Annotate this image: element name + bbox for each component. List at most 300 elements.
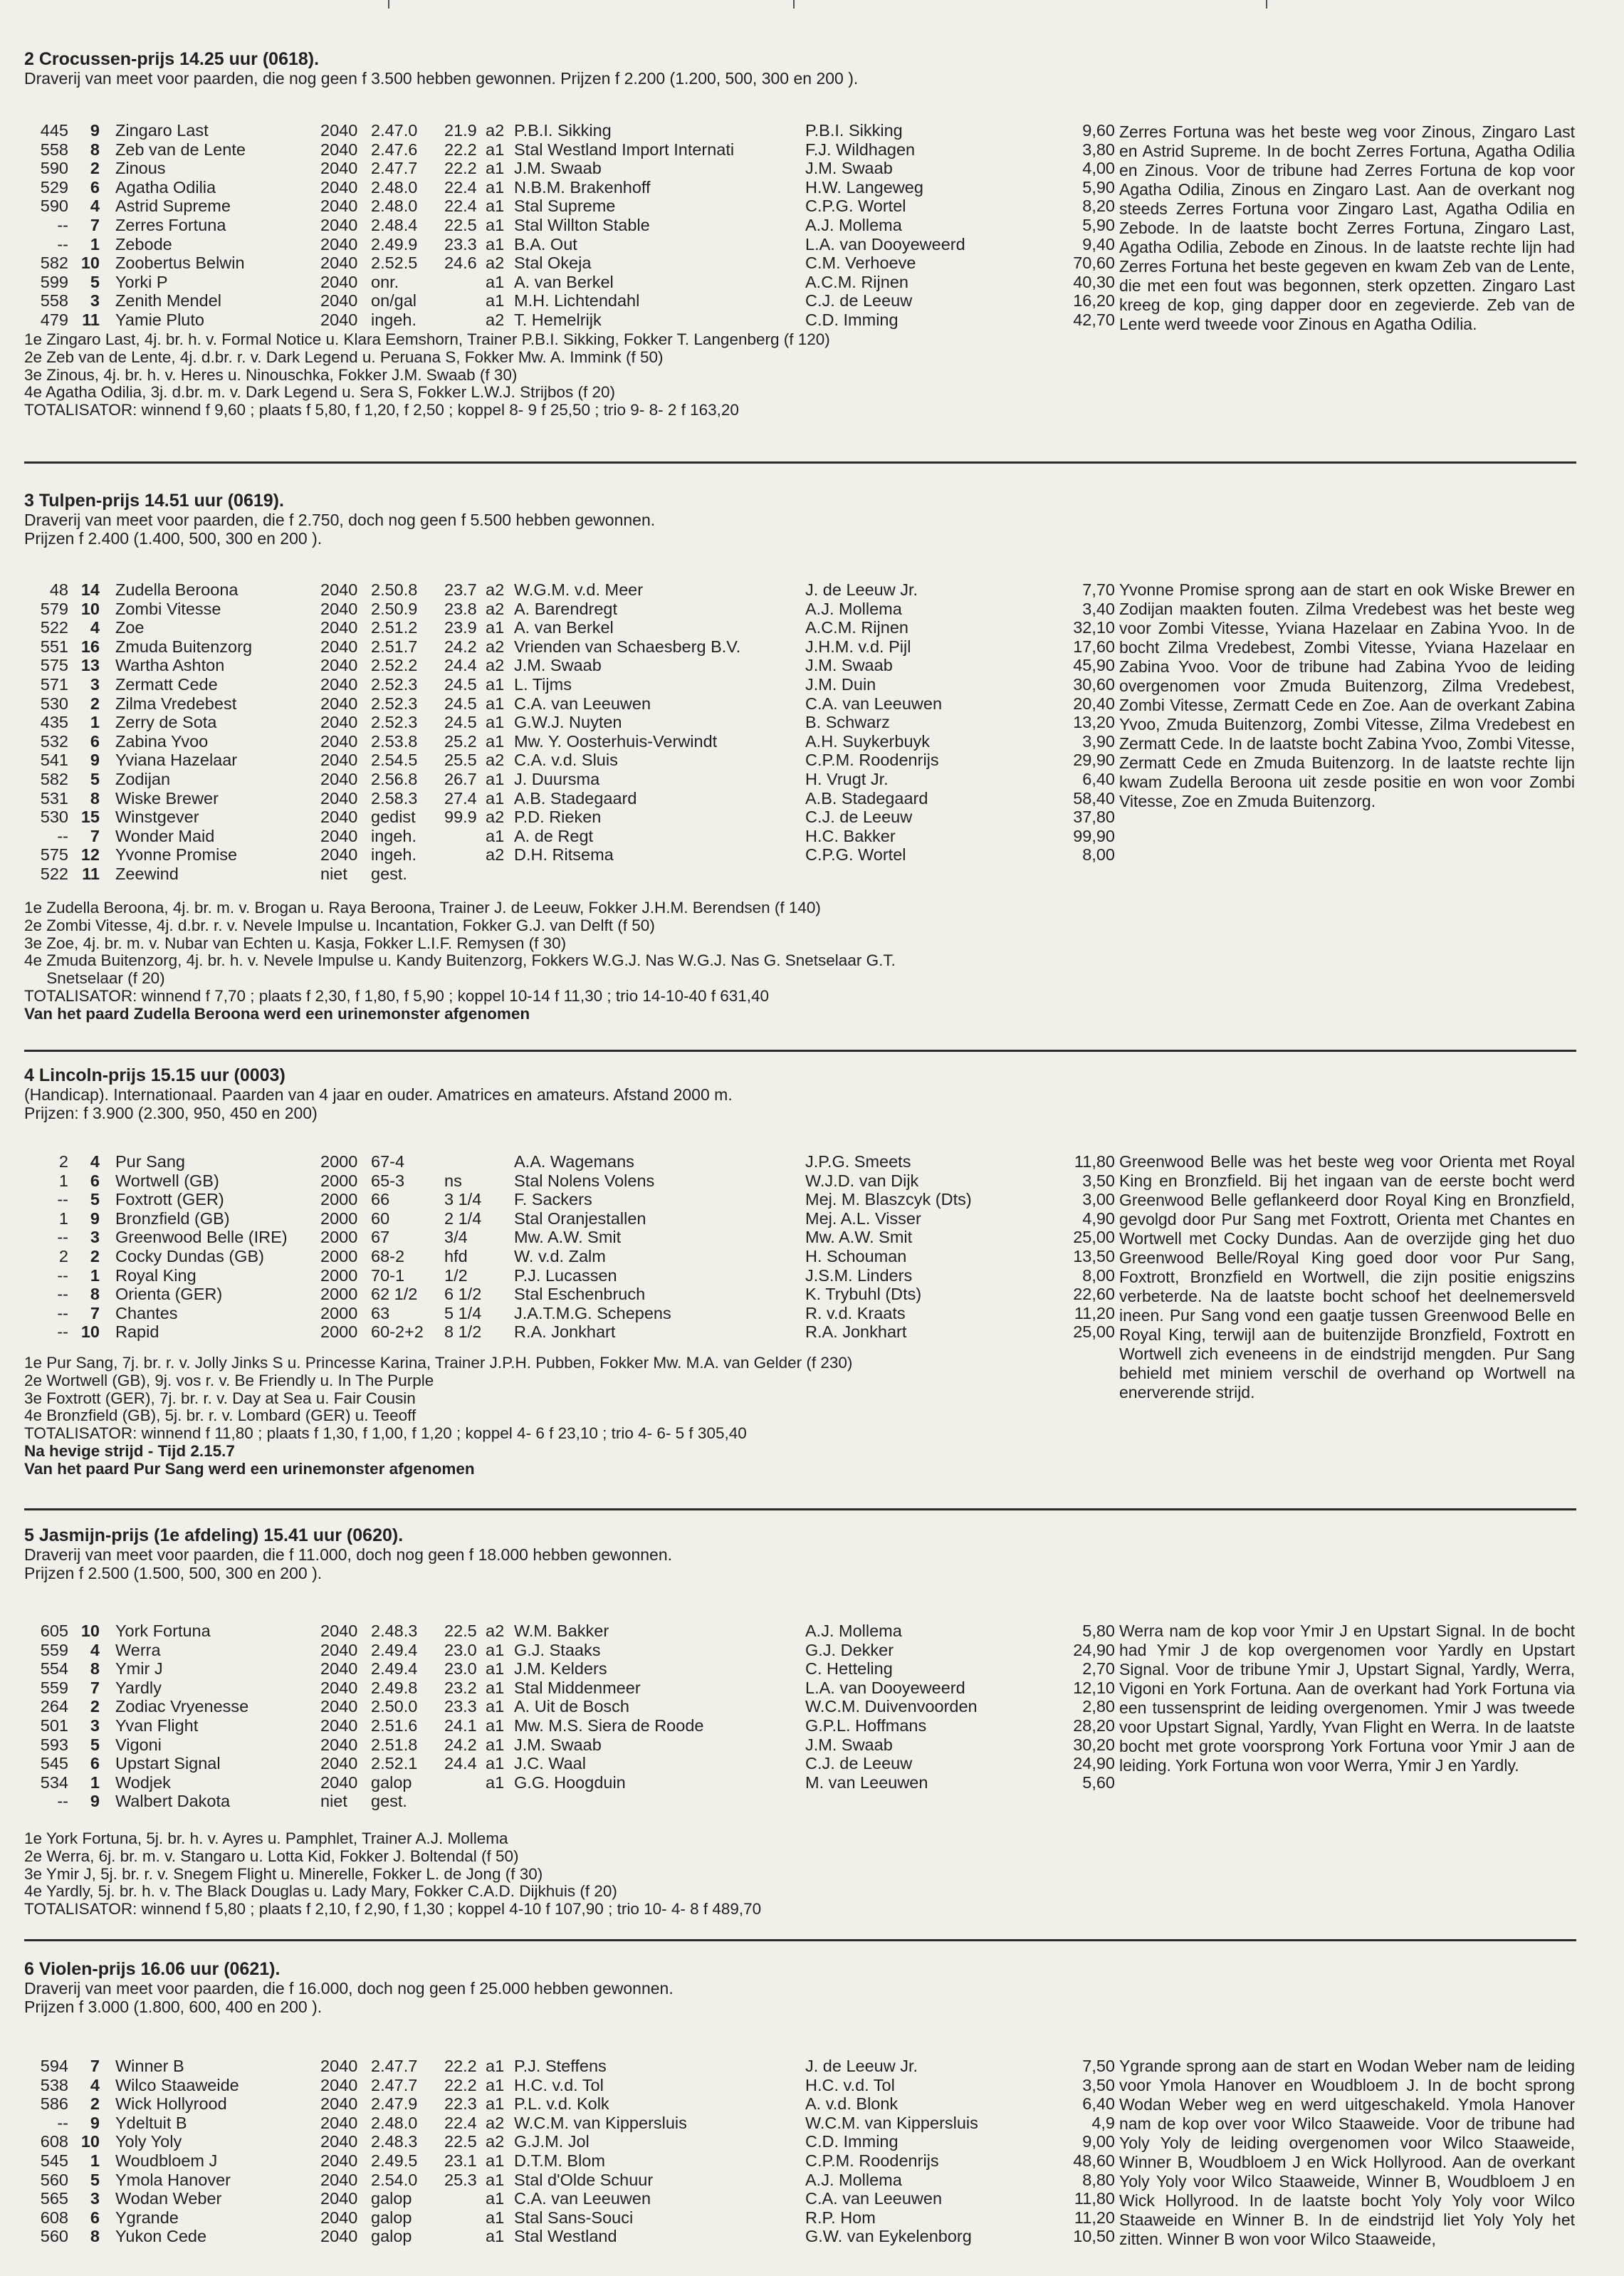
start-number: 15 [80, 808, 100, 827]
distance: 2040 [320, 637, 358, 656]
driver: H.C. Bakker [805, 826, 896, 845]
time: galop [371, 2189, 412, 2208]
horse-name: Winner B [115, 2057, 184, 2075]
horse-name: Ymir J [115, 1659, 163, 1679]
class: a1 [486, 2227, 505, 2246]
start-number: 7 [90, 1303, 100, 1322]
owner: Stal Nolens Volens [514, 1171, 655, 1190]
driver: C.P.M. Roodenrijs [805, 2151, 939, 2170]
previous-race-number: 608 [40, 2132, 68, 2151]
placing-line: Snetselaar (f 20) [24, 969, 165, 988]
time: 2.50.8 [371, 580, 418, 599]
kilometre-time: 21.9 [444, 121, 477, 140]
odds: 7,70 [1082, 580, 1115, 599]
driver: W.C.M. van Kippersluis [805, 2113, 978, 2132]
distance: 2040 [320, 656, 358, 675]
start-number: 6 [90, 1171, 100, 1190]
race-section [24, 1065, 1576, 1478]
previous-race-number: 575 [40, 845, 68, 865]
driver: Mw. A.W. Smit [805, 1228, 913, 1247]
time: 2.52.3 [371, 694, 418, 713]
owner: D.T.M. Blom [514, 2151, 605, 2170]
race-title: 5 Jasmijn-prijs (1e afdeling) 15.41 uur (0620). [24, 1525, 404, 1545]
race-section [24, 491, 1576, 1023]
owner: A. de Regt [514, 826, 594, 845]
distance: 2040 [320, 2075, 358, 2094]
horse-name: York Fortuna [115, 1622, 211, 1640]
kilometre-time: 24.1 [444, 1716, 477, 1735]
owner: L. Tijms [514, 674, 572, 694]
class: a1 [486, 2151, 505, 2170]
previous-race-number: 531 [40, 788, 68, 808]
distance: 2000 [320, 1285, 358, 1304]
time: 2.47.7 [371, 2057, 418, 2075]
odds: 4,90 [1082, 1209, 1115, 1228]
time: 2.50.0 [371, 1697, 418, 1716]
class: a1 [486, 769, 505, 788]
distance: 2040 [320, 2132, 358, 2151]
horse-name: Orienta (GER) [115, 1285, 223, 1304]
time: 2.49.4 [371, 1640, 418, 1659]
driver: C.D. Imming [805, 2132, 899, 2151]
time: ingeh. [371, 826, 417, 845]
class: a1 [486, 2208, 505, 2227]
horse-name: Foxtrott (GER) [115, 1190, 224, 1209]
odds: 25,00 [1073, 1228, 1115, 1247]
driver: C.A. van Leeuwen [805, 694, 943, 713]
odds: 5,90 [1082, 215, 1115, 234]
time: 2.52.3 [371, 674, 418, 694]
horse-name: Wodjek [115, 1773, 171, 1792]
horse-name: Zodiac Vryenesse [115, 1697, 249, 1716]
class: a1 [486, 731, 505, 751]
previous-race-number: 579 [40, 599, 68, 618]
time: 2.47.9 [371, 2094, 418, 2114]
start-number: 10 [80, 2132, 100, 2151]
start-number: 10 [80, 599, 100, 618]
time: 2.52.1 [371, 1754, 418, 1773]
driver: G.W. van Eykelenborg [805, 2227, 972, 2246]
previous-race-number: 599 [40, 272, 68, 291]
odds: 11,80 [1074, 2189, 1115, 2208]
previous-race-number: 522 [40, 864, 68, 883]
owner: Mw. Y. Oosterhuis-Verwindt [514, 731, 718, 751]
distance: 2040 [320, 2151, 358, 2170]
odds: 13,50 [1073, 1246, 1115, 1265]
previous-race-number: 605 [40, 1622, 68, 1640]
start-number: 1 [90, 234, 100, 254]
horse-name: Yukon Cede [115, 2227, 207, 2246]
kilometre-time: 3 1/4 [444, 1190, 482, 1209]
start-number: 8 [90, 1285, 100, 1304]
odds: 5,80 [1082, 1622, 1115, 1640]
driver: G.J. Dekker [805, 1640, 894, 1659]
class: a1 [486, 2057, 505, 2075]
start-number: 9 [90, 1209, 100, 1228]
odds: 24,90 [1073, 1754, 1115, 1773]
class: a1 [486, 2170, 505, 2189]
race-title: 3 Tulpen-prijs 14.51 uur (0619). [24, 491, 284, 511]
horse-name: Wortwell (GB) [115, 1171, 219, 1190]
time: 60-2+2 [371, 1322, 424, 1342]
placing-line: 3e Zinous, 4j. br. h. v. Heres u. Ninouschka, Fokker J.M. Swaab (f 30) [24, 365, 518, 384]
race-conditions: Prijzen: f 3.900 (2.300, 950, 450 en 200) [24, 1104, 318, 1122]
time: 2.48.3 [371, 2132, 418, 2151]
horse-name: Zmuda Buitenzorg [115, 637, 253, 656]
kilometre-time: 25.2 [444, 731, 477, 751]
driver: L.A. van Dooyeweerd [805, 234, 965, 254]
distance: 2000 [320, 1303, 358, 1322]
owner: G.W.J. Nuyten [514, 713, 622, 732]
time: 2.58.3 [371, 788, 418, 808]
distance: 2040 [320, 580, 358, 599]
driver: C.M. Verhoeve [805, 254, 916, 273]
race-section [24, 1959, 1576, 2248]
distance: 2000 [320, 1209, 358, 1228]
driver: H. Schouman [805, 1246, 907, 1265]
start-number: 10 [80, 254, 100, 273]
time: ingeh. [371, 310, 417, 329]
odds: 7,50 [1082, 2057, 1115, 2075]
driver: C. Hetteling [805, 1659, 893, 1679]
class: a1 [486, 140, 505, 159]
class: a1 [486, 197, 505, 216]
owner: G.G. Hoogduin [514, 1773, 626, 1792]
race-title: 2 Crocussen-prijs 14.25 uur (0618). [24, 49, 320, 69]
totalisator-payout: TOTALISATOR: winnend f 5,80 ; plaats f 2,10, f 2,90, f 1,30 ; koppel 4-10 f 107,90 ; trio 10- 4- 8 f 489,70 [24, 1900, 762, 1919]
horse-name: Zilma Vredebest [115, 694, 237, 713]
horse-name: Zerres Fortuna [115, 215, 226, 234]
kilometre-time: 22.4 [444, 197, 477, 216]
driver: J. de Leeuw Jr. [805, 2057, 918, 2075]
placing-line: 2e Wortwell (GB), 9j. vos r. v. Be Friendly u. In The Purple [24, 1371, 434, 1389]
owner: P.B.I. Sikking [514, 121, 612, 140]
class: a1 [486, 2075, 505, 2094]
distance: 2000 [320, 1322, 358, 1342]
owner: D.H. Ritsema [514, 845, 614, 865]
start-number: 1 [90, 2151, 100, 2170]
start-number: 16 [80, 637, 100, 656]
kilometre-time: 22.5 [444, 2132, 477, 2151]
kilometre-time: 6 1/2 [444, 1285, 482, 1304]
horse-name: Wodan Weber [115, 2189, 222, 2208]
time: gest. [371, 864, 407, 883]
class: a1 [486, 1640, 505, 1659]
table-row [24, 865, 1576, 884]
driver: R.P. Hom [805, 2208, 876, 2227]
distance: 2040 [320, 618, 358, 637]
time: 2.54.5 [371, 751, 418, 770]
horse-name: Zenith Mendel [115, 291, 221, 310]
odds: 10,50 [1073, 2227, 1115, 2246]
distance: 2040 [320, 310, 358, 329]
start-number: 9 [90, 751, 100, 770]
distance: 2040 [320, 713, 358, 732]
horse-name: Zingaro Last [115, 121, 209, 140]
race-title: 6 Violen-prijs 16.06 uur (0621). [24, 1959, 281, 1979]
placing-line: 1e Zudella Beroona, 4j. br. m. v. Brogan u. Raya Beroona, Trainer J. de Leeuw, Fokker J.H.M. Berendsen (f 140) [24, 899, 821, 917]
race-commentary: Greenwood Belle was het beste weg voor Orienta met Royal King en Bronzfield. Bij het ingaan van de eerste bocht werd Greenwood Belle geflankeerd door Royal King en Bronzfield, gevolgd door Pur Sang met Foxtrott, Orienta met Chantes en Wortwell met Cocky Dundas. Aan de overzijde ging het duo Greenwood Belle/Royal King goed door voor Pur Sang, Foxtrott, Bronzfield en Wortwell, die zijn positie enigszins verbeterde. Na de laatste bocht schoof het deelnemersveld ineen. Pur Sang vond een gaatje tussen Greenwood Belle en Royal King, terwijl aan de buitenzijde Bronzfield, Foxtrott en Wortwell zich eveneens in de eindstrijd mengden. Pur Sang behield met miniem verschil de overhand op Wortwell na enerverende strijd. [1119, 1152, 1575, 1401]
class: a1 [486, 1659, 505, 1679]
race-placings [24, 1354, 1092, 1478]
kilometre-time: 2 1/4 [444, 1209, 482, 1228]
race-title: 4 Lincoln-prijs 15.15 uur (0003) [24, 1065, 285, 1085]
odds: 3,00 [1082, 1190, 1115, 1209]
owner: C.A. v.d. Sluis [514, 751, 618, 770]
time: 2.47.6 [371, 140, 418, 159]
table-row [24, 827, 1576, 846]
odds: 6,40 [1082, 769, 1115, 788]
odds: 22,60 [1073, 1285, 1115, 1304]
kilometre-time: 22.2 [444, 140, 477, 159]
class: a2 [486, 845, 505, 865]
previous-race-number: -- [57, 234, 68, 254]
owner: Stal Westland [514, 2227, 617, 2246]
start-number: 7 [90, 1678, 100, 1697]
owner: J.M. Kelders [514, 1659, 607, 1679]
driver: A.J. Mollema [805, 599, 902, 618]
totalisator-payout: TOTALISATOR: winnend f 9,60 ; plaats f 5,80, f 1,20, f 2,50 ; koppel 8- 9 f 25,50 ; trio 9- 8- 2 f 163,20 [24, 401, 739, 419]
odds: 11,20 [1074, 1303, 1115, 1322]
horse-name: Zodijan [115, 769, 171, 788]
start-number: 9 [90, 121, 100, 140]
time: 63 [371, 1303, 390, 1322]
odds: 25,00 [1073, 1322, 1115, 1342]
kilometre-time: 22.5 [444, 215, 477, 234]
previous-race-number: 264 [40, 1697, 68, 1716]
distance: 2040 [320, 2113, 358, 2132]
kilometre-time: 24.2 [444, 637, 477, 656]
distance: 2040 [320, 1659, 358, 1679]
owner: Stal Eschenbruch [514, 1285, 646, 1304]
previous-race-number: 1 [58, 1209, 68, 1228]
owner: Stal Supreme [514, 197, 616, 216]
distance: 2040 [320, 1697, 358, 1716]
horse-name: Winstgever [115, 808, 199, 827]
owner: J.M. Swaab [514, 656, 602, 675]
totalisator-payout: TOTALISATOR: winnend f 7,70 ; plaats f 2,30, f 1,80, f 5,90 ; koppel 10-14 f 11,30 ; trio 14-10-40 f 631,40 [24, 986, 770, 1005]
placing-line: 1e York Fortuna, 5j. br. h. v. Ayres u. Pamphlet, Trainer A.J. Mollema [24, 1829, 508, 1847]
distance: 2040 [320, 826, 358, 845]
start-number: 11 [82, 310, 100, 329]
owner: P.J. Steffens [514, 2057, 607, 2075]
driver: R. v.d. Kraats [805, 1303, 906, 1322]
driver: C.P.G. Wortel [805, 197, 906, 216]
horse-name: Ymola Hanover [115, 2170, 231, 2189]
odds: 3,50 [1082, 1171, 1115, 1190]
owner: A. van Berkel [514, 272, 614, 291]
class: a2 [486, 599, 505, 618]
distance: 2000 [320, 1228, 358, 1247]
driver: J.M. Swaab [805, 159, 893, 178]
time: 2.53.8 [371, 731, 418, 751]
owner: G.J. Staaks [514, 1640, 601, 1659]
horse-name: Zoe [115, 618, 145, 637]
start-number: 4 [90, 197, 100, 216]
kilometre-time: 23.0 [444, 1640, 477, 1659]
driver: F.J. Wildhagen [805, 140, 916, 159]
odds: 58,40 [1073, 788, 1115, 808]
horse-name: Werra [115, 1640, 161, 1659]
start-number: 8 [90, 140, 100, 159]
start-number: 6 [90, 2208, 100, 2227]
kilometre-time: 5 1/4 [444, 1303, 482, 1322]
previous-race-number: 2 [58, 1152, 68, 1171]
start-number: 11 [82, 864, 100, 883]
start-number: 3 [90, 291, 100, 310]
kilometre-time: 23.1 [444, 2151, 477, 2170]
class: a2 [486, 580, 505, 599]
race-conditions: Draverij van meet voor paarden, die nog geen f 3.500 hebben gewonnen. Prijzen f 2.200 (1.200, 500, 300 en 200 ). [24, 69, 859, 88]
driver: P.B.I. Sikking [805, 121, 903, 140]
class: a1 [486, 159, 505, 178]
owner: P.J. Lucassen [514, 1265, 617, 1285]
owner: J.A.T.M.G. Schepens [514, 1303, 671, 1322]
start-number: 3 [90, 674, 100, 694]
previous-race-number: 554 [40, 1659, 68, 1679]
driver: J.H.M. v.d. Pijl [805, 637, 911, 656]
owner: R.A. Jonkhart [514, 1322, 616, 1342]
distance: 2040 [320, 2208, 358, 2227]
section-divider [24, 1050, 1576, 1052]
start-number: 5 [90, 1735, 100, 1754]
time: 2.48.0 [371, 2113, 418, 2132]
start-number: 4 [90, 618, 100, 637]
odds: 48,60 [1073, 2151, 1115, 2170]
odds: 16,20 [1073, 291, 1115, 310]
odds: 40,30 [1073, 272, 1115, 291]
odds: 29,90 [1073, 751, 1115, 770]
time: 2.52.5 [371, 254, 418, 273]
time: 2.47.0 [371, 121, 418, 140]
time: onr. [371, 272, 399, 291]
time: 2.50.9 [371, 599, 418, 618]
odds: 32,10 [1073, 618, 1115, 637]
time: 2.51.6 [371, 1716, 418, 1735]
driver: J.P.G. Smeets [805, 1152, 911, 1171]
owner: M.H. Lichtendahl [514, 291, 640, 310]
start-number: 5 [90, 769, 100, 788]
horse-name: Zeewind [115, 864, 179, 883]
distance: 2040 [320, 599, 358, 618]
previous-race-number: -- [57, 1228, 68, 1247]
placing-line: 4e Zmuda Buitenzorg, 4j. br. h. v. Nevele Impulse u. Kandy Buitenzorg, Fokkers W.G.J. Nas W.G.J. Nas G. Snetselaar G.T. [24, 951, 896, 970]
horse-name: Wick Hollyrood [115, 2094, 227, 2114]
driver: C.P.M. Roodenrijs [805, 751, 939, 770]
previous-race-number: 530 [40, 694, 68, 713]
kilometre-time: 22.2 [444, 2075, 477, 2094]
odds: 12,10 [1073, 1678, 1115, 1697]
time: gest. [371, 1792, 407, 1811]
odds: 8,00 [1082, 1265, 1115, 1285]
class: a1 [486, 1754, 505, 1773]
owner: J.C. Waal [514, 1754, 586, 1773]
distance: 2040 [320, 674, 358, 694]
owner: N.B.M. Brakenhoff [514, 177, 651, 197]
time: 2.48.0 [371, 197, 418, 216]
owner: A. Barendregt [514, 599, 618, 618]
previous-race-number: 522 [40, 618, 68, 637]
time: 65-3 [371, 1171, 405, 1190]
time: 67-4 [371, 1152, 405, 1171]
driver: W.C.M. Duivenvoorden [805, 1697, 978, 1716]
owner: Stal Oranjestallen [514, 1209, 646, 1228]
previous-race-number: 608 [40, 2208, 68, 2227]
distance: 2040 [320, 215, 358, 234]
time: on/gal [371, 291, 417, 310]
driver: W.J.D. van Dijk [805, 1171, 919, 1190]
distance: 2040 [320, 694, 358, 713]
time: 2.47.7 [371, 2075, 418, 2094]
start-number: 5 [90, 272, 100, 291]
start-number: 6 [90, 731, 100, 751]
class: a2 [486, 637, 505, 656]
race-conditions: Draverij van meet voor paarden, die f 16.000, doch nog geen f 25.000 hebben gewonnen. [24, 1979, 674, 1998]
horse-name: Vigoni [115, 1735, 162, 1754]
horse-name: Zerry de Sota [115, 713, 217, 732]
odds: 28,20 [1073, 1716, 1115, 1735]
owner: Vrienden van Schaesberg B.V. [514, 637, 741, 656]
kilometre-time: 24.4 [444, 1754, 477, 1773]
kilometre-time: 24.5 [444, 674, 477, 694]
horse-name: Chantes [115, 1303, 178, 1322]
start-number: 3 [90, 1228, 100, 1247]
kilometre-time: 23.7 [444, 580, 477, 599]
previous-race-number: 558 [40, 140, 68, 159]
driver: C.D. Imming [805, 310, 899, 329]
previous-race-number: 501 [40, 1716, 68, 1735]
previous-race-number: 1 [58, 1171, 68, 1190]
previous-race-number: 534 [40, 1773, 68, 1792]
distance: 2040 [320, 788, 358, 808]
horse-name: Yardly [115, 1678, 162, 1697]
class: a2 [486, 751, 505, 770]
kilometre-time: 26.7 [444, 769, 477, 788]
odds: 70,60 [1073, 254, 1115, 273]
previous-race-number: 590 [40, 159, 68, 178]
horse-name: Wartha Ashton [115, 656, 225, 675]
odds: 4,00 [1082, 159, 1115, 178]
placing-line: 1e Pur Sang, 7j. br. r. v. Jolly Jinks S u. Princesse Karina, Trainer J.P.H. Pubben, Fokker Mw. M.A. van Gelder (f 230) [24, 1354, 853, 1372]
owner: Stal Westland Import Internati [514, 140, 735, 159]
previous-race-number: -- [57, 1792, 68, 1811]
owner: Stal d'Olde Schuur [514, 2170, 654, 2189]
horse-name: Pur Sang [115, 1152, 185, 1171]
previous-race-number: -- [57, 1265, 68, 1285]
odds: 24,90 [1073, 1640, 1115, 1659]
section-divider [24, 1939, 1576, 1941]
kilometre-time: hfd [444, 1246, 468, 1265]
table-row [24, 1773, 1576, 1792]
owner: Stal Willton Stable [514, 215, 650, 234]
distance: 2000 [320, 1152, 358, 1171]
horse-name: Yoly Yoly [115, 2132, 182, 2151]
start-number: 12 [80, 845, 100, 865]
distance: 2040 [320, 1754, 358, 1773]
horse-name: Ydeltuit B [115, 2113, 187, 2132]
race-commentary: Yvonne Promise sprong aan de start en ook Wiske Brewer en Zodijan maakten fouten. Zilma Vredebest was het beste weg voor Zombi Vitesse, Yviana Hazelaar en Zabina Yvoo. In de bocht Zilma Vredebest, Zombi Vitesse, Yviana Hazelaar en Zabina Yvoo. Voor de tribune had Zabina Yvoo de leiding overgenomen voor Zmuda Buitenzorg, Zilma Vredebest, Zombi Vitesse, Zermatt Cede en Zoe. Aan de overkant Zabina Yvoo, Zmuda Buitenzorg, Zombi Vitesse, Zilma Vredebest en Zermatt Cede. In de laatste bocht Zabina Yvoo, Zombi Vitesse, Zermatt Cede en Zmuda Buitenzorg. In de laatste rechte lijn kwam Zudella Beroona uit zesde positie en won voor Zombi Vitesse, Zoe en Zmuda Buitenzorg. [1119, 580, 1575, 810]
distance: 2040 [320, 1716, 358, 1735]
distance: 2040 [320, 1640, 358, 1659]
horse-name: Zudella Beroona [115, 580, 239, 599]
start-number: 8 [90, 788, 100, 808]
odds: 2,80 [1082, 1697, 1115, 1716]
horse-name: Yvonne Promise [115, 845, 238, 865]
distance: niet [320, 864, 347, 883]
odds: 42,70 [1073, 310, 1115, 329]
race-remark: Van het paard Zudella Beroona werd een urinemonster afgenomen [24, 1004, 530, 1023]
driver: L.A. van Dooyeweerd [805, 1678, 965, 1697]
